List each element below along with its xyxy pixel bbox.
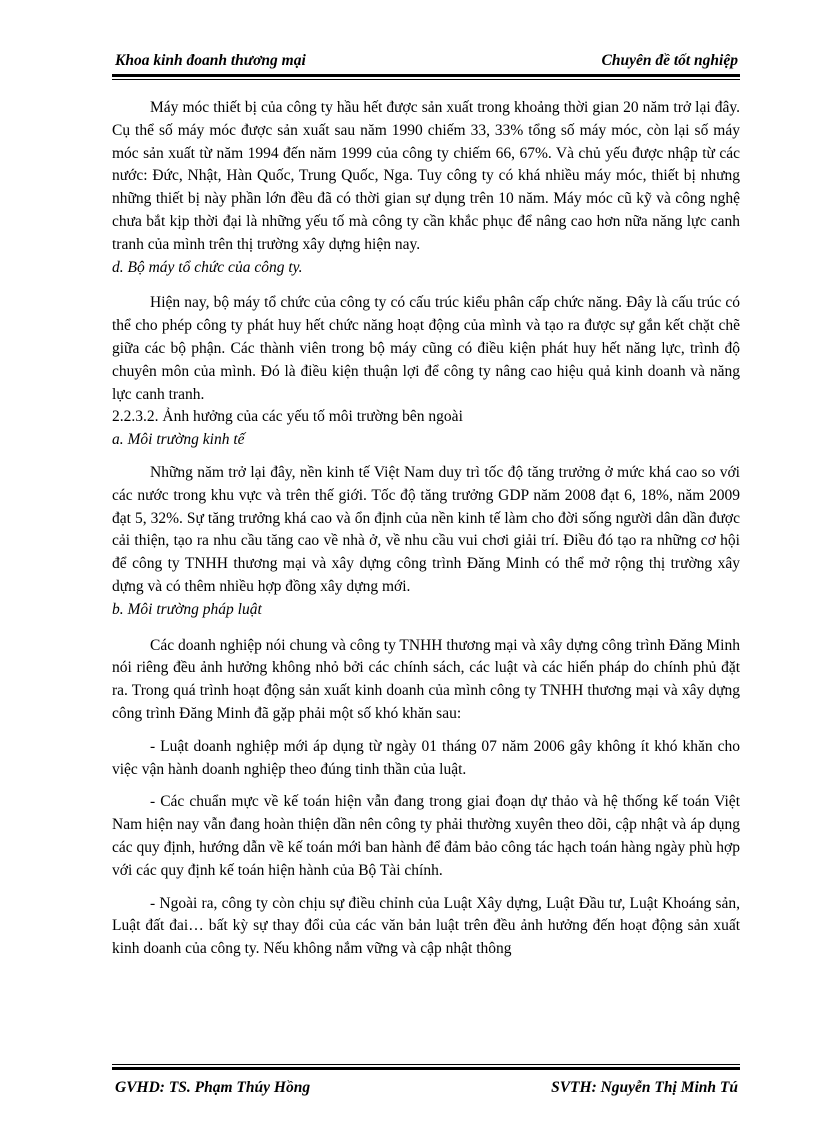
- page-body: [112, 97, 740, 961]
- paragraph-other-laws: - Ngoài ra, công ty còn chịu sự điều chỉnh của Luật Xây dựng, Luật Đầu tư, Luật Khoáng sản, Luật đất đai… bất kỳ sự thay đổi của các văn bản luật trên đều ảnh hưởng đến hoạt động sản xuất kinh doanh của công ty. Nếu không nắm vững và cập nhật thông: [112, 894, 740, 958]
- header-faculty: Khoa kinh đoanh thương mại: [115, 52, 306, 69]
- paragraph-economic-env: Những năm trở lại đây, nền kinh tế Việt Nam duy trì tốc độ tăng trưởng ở mức khá cao so với các nước trong khu vực và trên thế giới. Tốc độ tăng trưởng GDP năm 2008 đạt 6, 18%, năm 2009 đạt 5, 32%. Sự tăng trưởng khá cao và ổn định của nền kinh tế làm cho đời sống người dân dần được cải thiện, tạo ra nhu cầu tăng cao về nhà ở, về nhu cầu vui chơi giải trí. Điều đó tạo ra những cơ hội để công ty TNHH thương mại và xây dựng công trình Đăng Minh có thể mở rộng thị trường xây dựng và có thêm nhiều hợp đồng xây dựng mới.: [112, 463, 740, 595]
- paragraph-accounting-standards: - Các chuẩn mực về kế toán hiện vẫn đang trong giai đoạn dự thảo và hệ thống kế toán Việt Nam hiện nay vẫn đang hoàn thiện dần nên công ty phải thường xuyên theo dõi, cập nhật và áp dụng các quy định, hướng dẫn về kế toán mới ban hành để đảm bảo công tác hạch toán hàng ngày phù hợp với các quy định kế toán hiện hành của Bộ Tài chính.: [112, 793, 740, 879]
- footer-rule: [112, 1064, 740, 1070]
- paragraph-org-structure: Hiện nay, bộ máy tổ chức của công ty có cấu trúc kiểu phân cấp chức năng. Đây là cấu trúc có thể cho phép công ty phát huy hết chức năng hoạt động của mình và tạo ra được sự gắn kết chặt chẽ giữa các bộ phận. Các thành viên trong bộ máy cũng có điều kiện phát huy hết năng lực, trình độ chuyên môn của mình. Đó là điều kiện thuận lợi để công ty nâng cao hiệu quả kinh doanh và năng lực canh tranh.: [112, 294, 740, 403]
- heading-section-2232: 2.2.3.2. Ảnh hưởng của các yếu tố môi trường bên ngoài: [112, 408, 463, 426]
- heading-org-structure: d. Bộ máy tổ chức của công ty.: [112, 258, 303, 276]
- heading-economic-env: a. Môi trường kinh tế: [112, 431, 245, 449]
- page-header: [112, 52, 738, 74]
- paragraph-enterprise-law: - Luật doanh nghiệp mới áp dụng từ ngày 01 tháng 07 năm 2006 gây không ít khó khăn cho việc vận hành doanh nghiệp theo đúng tinh thần của luật.: [112, 737, 740, 778]
- paragraph-legal-env: Các doanh nghiệp nói chung và công ty TNHH thương mại và xây dựng công trình Đăng Minh nói riêng đều ảnh hưởng không nhỏ bởi các chính sách, các luật và các hiến pháp do chính phủ đặt ra. Trong quá trình hoạt động sản xuất kinh doanh của mình công ty TNHH thương mại và xây dựng công trình Đăng Minh đã gặp phải một số khó khăn sau:: [112, 636, 740, 722]
- header-rule: [112, 74, 740, 80]
- paragraph-machinery: Máy móc thiết bị của công ty hầu hết được sản xuất trong khoảng thời gian 20 năm trở lại đây. Cụ thể số máy móc được sản xuất sau năm 1990 chiếm 33, 33% tổng số máy móc, còn lại số máy móc sản xuất từ năm 1994 đến năm 1999 của công ty chiếm 66, 67%. Và chủ yếu được nhập từ các nước: Đức, Nhật, Hàn Quốc, Trung Quốc, Nga. Tuy công ty có khá nhiều máy móc, thiết bị nhưng những thiết bị này phần lớn đều đã có thời gian sự dụng trên 10 năm. Máy móc cũ kỹ và công nghệ chưa bắt kịp thời đại là những yếu tố mà công ty cần khắc phục để nâng cao hơn nữa năng lực canh tranh của mình trên thị trường xây dựng hiện nay.: [112, 99, 740, 253]
- heading-legal-env: b. Môi trường pháp luật: [112, 600, 262, 618]
- footer-supervisor: GVHD: TS. Phạm Thúy Hồng: [115, 1079, 311, 1096]
- footer-student: SVTH: Nguyễn Thị Minh Tú: [551, 1079, 738, 1096]
- header-doc-type: Chuyên đề tốt nghiệp: [601, 52, 738, 69]
